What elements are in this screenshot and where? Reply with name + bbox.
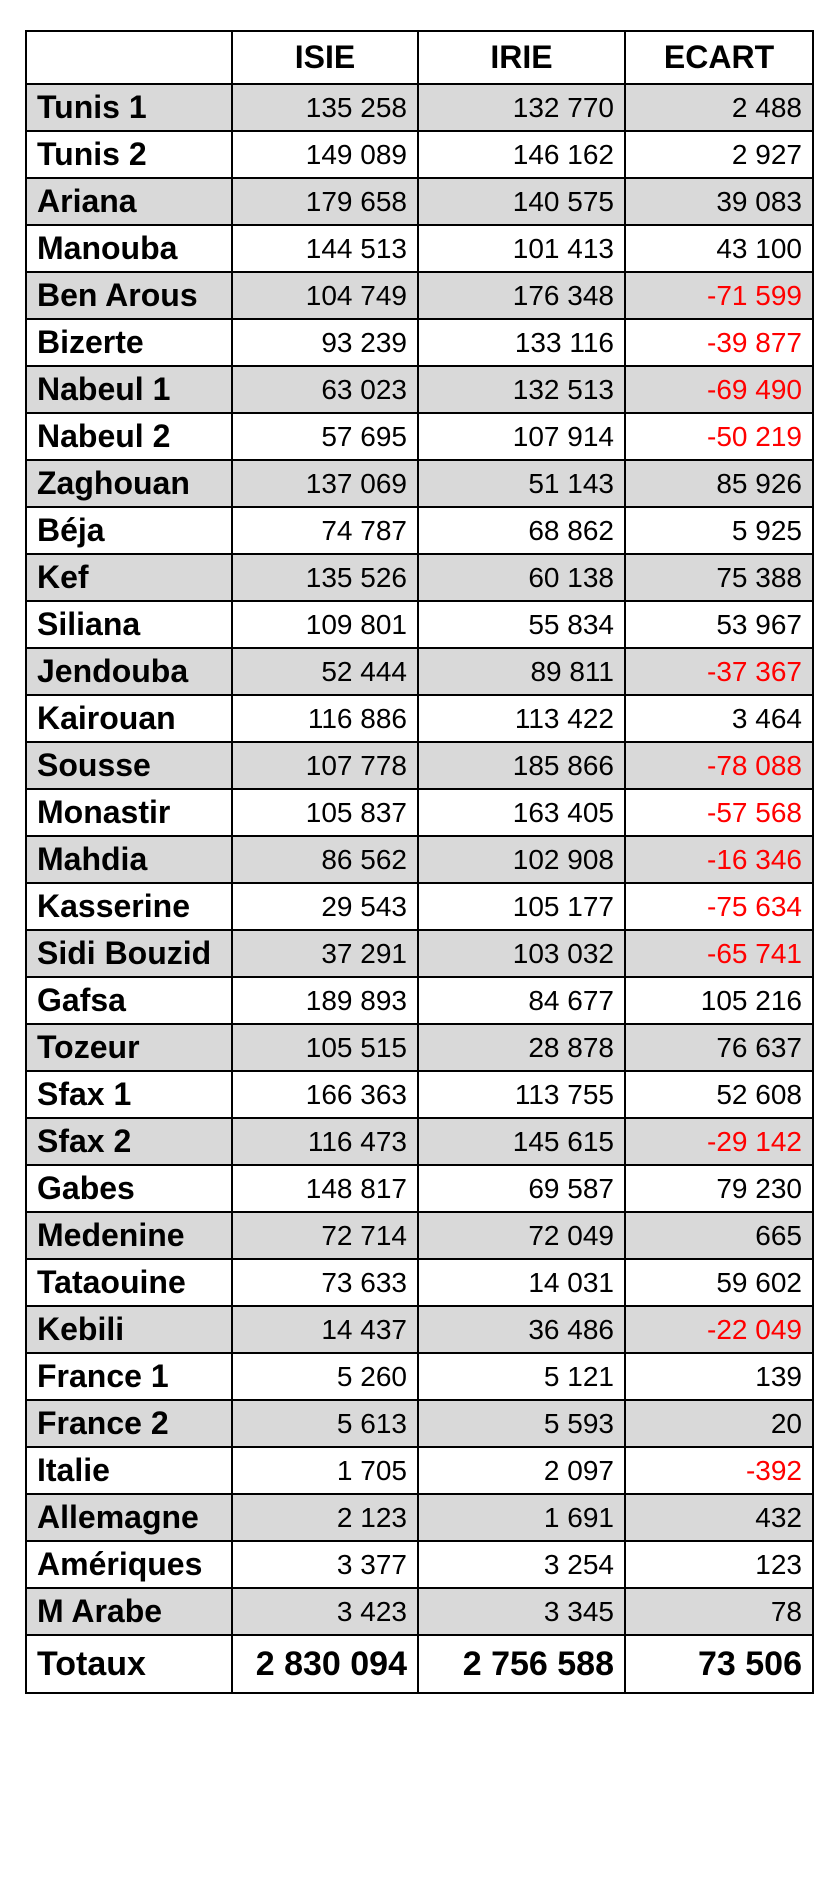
table-row [26,1588,813,1635]
row-name: Kasserine [26,883,232,930]
row-ecart: -75 634 [625,883,813,930]
table-row [26,601,813,648]
row-irie: 132 513 [418,366,625,413]
row-irie: 3 254 [418,1541,625,1588]
row-irie: 84 677 [418,977,625,1024]
table-row [26,366,813,413]
row-isie: 135 526 [232,554,418,601]
table-row [26,648,813,695]
table-row [26,413,813,460]
row-irie: 1 691 [418,1494,625,1541]
table-row [26,460,813,507]
row-isie: 105 515 [232,1024,418,1071]
row-isie: 72 714 [232,1212,418,1259]
row-irie: 107 914 [418,413,625,460]
row-irie: 36 486 [418,1306,625,1353]
row-isie: 148 817 [232,1165,418,1212]
row-ecart: 5 925 [625,507,813,554]
row-ecart: -57 568 [625,789,813,836]
row-name: Sfax 2 [26,1118,232,1165]
row-ecart: 85 926 [625,460,813,507]
row-irie: 113 755 [418,1071,625,1118]
row-name: Allemagne [26,1494,232,1541]
row-name: Kairouan [26,695,232,742]
row-name: Tozeur [26,1024,232,1071]
row-name: Mahdia [26,836,232,883]
row-irie: 105 177 [418,883,625,930]
row-isie: 14 437 [232,1306,418,1353]
table-row [26,789,813,836]
row-ecart: 39 083 [625,178,813,225]
totals-ecart: 73 506 [625,1635,813,1693]
table-row [26,977,813,1024]
row-irie: 68 862 [418,507,625,554]
row-isie: 104 749 [232,272,418,319]
table-row [26,836,813,883]
table-row [26,178,813,225]
row-irie: 176 348 [418,272,625,319]
table-body [26,84,813,1635]
row-isie: 1 705 [232,1447,418,1494]
totals-row [26,1635,813,1693]
table-row [26,883,813,930]
row-name: Monastir [26,789,232,836]
row-isie: 135 258 [232,84,418,131]
row-isie: 105 837 [232,789,418,836]
row-ecart: -37 367 [625,648,813,695]
row-irie: 69 587 [418,1165,625,1212]
row-isie: 29 543 [232,883,418,930]
row-isie: 179 658 [232,178,418,225]
row-isie: 93 239 [232,319,418,366]
row-isie: 3 377 [232,1541,418,1588]
totals-isie: 2 830 094 [232,1635,418,1693]
row-ecart: 139 [625,1353,813,1400]
row-ecart: 20 [625,1400,813,1447]
results-table [25,30,814,1694]
row-irie: 89 811 [418,648,625,695]
row-ecart: 76 637 [625,1024,813,1071]
row-ecart: 43 100 [625,225,813,272]
row-ecart: -65 741 [625,930,813,977]
row-irie: 60 138 [418,554,625,601]
row-isie: 166 363 [232,1071,418,1118]
row-isie: 73 633 [232,1259,418,1306]
row-name: Jendouba [26,648,232,695]
row-name: Sidi Bouzid [26,930,232,977]
row-irie: 14 031 [418,1259,625,1306]
row-name: Tataouine [26,1259,232,1306]
row-ecart: -39 877 [625,319,813,366]
row-irie: 72 049 [418,1212,625,1259]
row-isie: 116 473 [232,1118,418,1165]
row-name: M Arabe [26,1588,232,1635]
table-row [26,1212,813,1259]
row-ecart: 78 [625,1588,813,1635]
row-isie: 5 613 [232,1400,418,1447]
table-row [26,131,813,178]
row-irie: 51 143 [418,460,625,507]
table-row [26,1071,813,1118]
row-name: France 2 [26,1400,232,1447]
table-row [26,930,813,977]
table-row [26,742,813,789]
table-row [26,84,813,131]
row-name: Italie [26,1447,232,1494]
table-row [26,1494,813,1541]
row-name: France 1 [26,1353,232,1400]
row-irie: 163 405 [418,789,625,836]
row-ecart: 79 230 [625,1165,813,1212]
row-isie: 189 893 [232,977,418,1024]
row-irie: 2 097 [418,1447,625,1494]
row-ecart: 3 464 [625,695,813,742]
row-name: Gabes [26,1165,232,1212]
row-irie: 5 593 [418,1400,625,1447]
row-name: Nabeul 2 [26,413,232,460]
table-row [26,1400,813,1447]
row-name: Tunis 2 [26,131,232,178]
row-isie: 107 778 [232,742,418,789]
row-irie: 145 615 [418,1118,625,1165]
row-name: Zaghouan [26,460,232,507]
row-name: Nabeul 1 [26,366,232,413]
row-ecart: -78 088 [625,742,813,789]
row-name: Siliana [26,601,232,648]
row-ecart: 75 388 [625,554,813,601]
table-row [26,695,813,742]
row-name: Kef [26,554,232,601]
table-row [26,225,813,272]
row-ecart: 2 927 [625,131,813,178]
row-isie: 137 069 [232,460,418,507]
table-row [26,1165,813,1212]
row-name: Bizerte [26,319,232,366]
row-name: Ariana [26,178,232,225]
row-irie: 101 413 [418,225,625,272]
row-ecart: 665 [625,1212,813,1259]
row-isie: 74 787 [232,507,418,554]
row-name: Sfax 1 [26,1071,232,1118]
row-irie: 103 032 [418,930,625,977]
header-empty [26,31,232,84]
row-name: Ben Arous [26,272,232,319]
row-irie: 28 878 [418,1024,625,1071]
row-ecart: -22 049 [625,1306,813,1353]
row-irie: 5 121 [418,1353,625,1400]
row-name: Sousse [26,742,232,789]
totals-label: Totaux [26,1635,232,1693]
row-ecart: -50 219 [625,413,813,460]
table-row [26,1353,813,1400]
row-irie: 146 162 [418,131,625,178]
header-isie: ISIE [232,31,418,84]
header-row [26,31,813,84]
row-isie: 144 513 [232,225,418,272]
header-ecart: ECART [625,31,813,84]
row-ecart: -16 346 [625,836,813,883]
row-isie: 57 695 [232,413,418,460]
row-ecart: 123 [625,1541,813,1588]
row-name: Gafsa [26,977,232,1024]
row-ecart: 432 [625,1494,813,1541]
table-row [26,1541,813,1588]
row-irie: 133 116 [418,319,625,366]
row-irie: 140 575 [418,178,625,225]
header-irie: IRIE [418,31,625,84]
table-row [26,1024,813,1071]
row-ecart: 105 216 [625,977,813,1024]
row-ecart: 52 608 [625,1071,813,1118]
row-name: Kebili [26,1306,232,1353]
row-name: Amériques [26,1541,232,1588]
row-name: Béja [26,507,232,554]
row-isie: 5 260 [232,1353,418,1400]
row-isie: 52 444 [232,648,418,695]
table-row [26,1306,813,1353]
row-irie: 113 422 [418,695,625,742]
row-name: Manouba [26,225,232,272]
row-irie: 3 345 [418,1588,625,1635]
row-irie: 55 834 [418,601,625,648]
row-name: Medenine [26,1212,232,1259]
row-isie: 63 023 [232,366,418,413]
row-ecart: 2 488 [625,84,813,131]
table-row [26,507,813,554]
row-ecart: 53 967 [625,601,813,648]
table-row [26,1447,813,1494]
row-isie: 109 801 [232,601,418,648]
row-ecart: -71 599 [625,272,813,319]
totals-irie: 2 756 588 [418,1635,625,1693]
row-irie: 102 908 [418,836,625,883]
table-row [26,1259,813,1306]
row-irie: 185 866 [418,742,625,789]
row-ecart: -69 490 [625,366,813,413]
table-row [26,554,813,601]
row-isie: 149 089 [232,131,418,178]
row-isie: 2 123 [232,1494,418,1541]
row-name: Tunis 1 [26,84,232,131]
row-isie: 37 291 [232,930,418,977]
row-isie: 3 423 [232,1588,418,1635]
row-isie: 86 562 [232,836,418,883]
row-ecart: -29 142 [625,1118,813,1165]
row-ecart: 59 602 [625,1259,813,1306]
table-row [26,1118,813,1165]
row-isie: 116 886 [232,695,418,742]
row-ecart: -392 [625,1447,813,1494]
row-irie: 132 770 [418,84,625,131]
table-row [26,319,813,366]
table-row [26,272,813,319]
